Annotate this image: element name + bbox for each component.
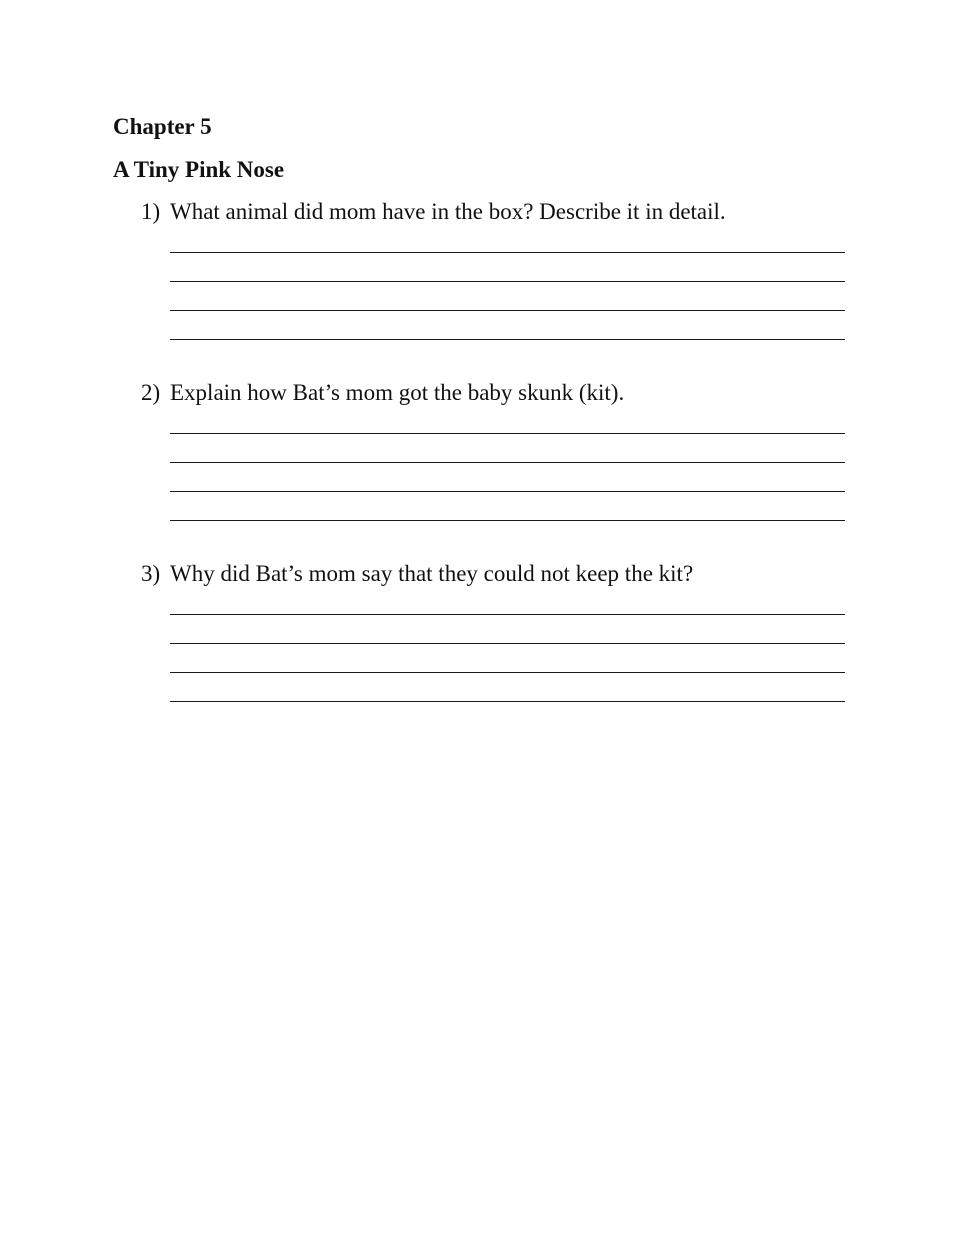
answer-line[interactable] (170, 420, 845, 434)
question-3 (141, 560, 851, 702)
question-2-number: 2) (141, 380, 161, 405)
question-1-text: What animal did mom have in the box? Describe it in detail. (170, 199, 726, 224)
question-2-prompt (141, 379, 851, 407)
question-3-text: Why did Bat’s mom say that they could not keep the kit? (170, 561, 694, 586)
answer-line[interactable] (170, 492, 845, 521)
answer-line[interactable] (170, 644, 845, 673)
chapter-title: A Tiny Pink Nose (113, 157, 285, 182)
question-2 (141, 379, 851, 521)
answer-line[interactable] (170, 615, 845, 644)
answer-line[interactable] (170, 311, 845, 340)
question-2-text: Explain how Bat’s mom got the baby skunk (kit). (170, 380, 625, 405)
answer-line[interactable] (170, 434, 845, 463)
question-2-answer-lines (170, 420, 845, 521)
answer-line[interactable] (170, 282, 845, 311)
question-1-answer-lines (170, 239, 845, 340)
answer-line[interactable] (170, 463, 845, 492)
answer-line[interactable] (170, 253, 845, 282)
question-1 (141, 198, 851, 340)
question-3-answer-lines (170, 601, 845, 702)
question-3-prompt (141, 560, 851, 588)
question-1-prompt (141, 198, 851, 226)
answer-line[interactable] (170, 673, 845, 702)
answer-line[interactable] (170, 239, 845, 253)
question-3-number: 3) (141, 561, 161, 586)
chapter-heading: Chapter 5 (113, 114, 212, 139)
question-1-number: 1) (141, 199, 161, 224)
answer-line[interactable] (170, 601, 845, 615)
